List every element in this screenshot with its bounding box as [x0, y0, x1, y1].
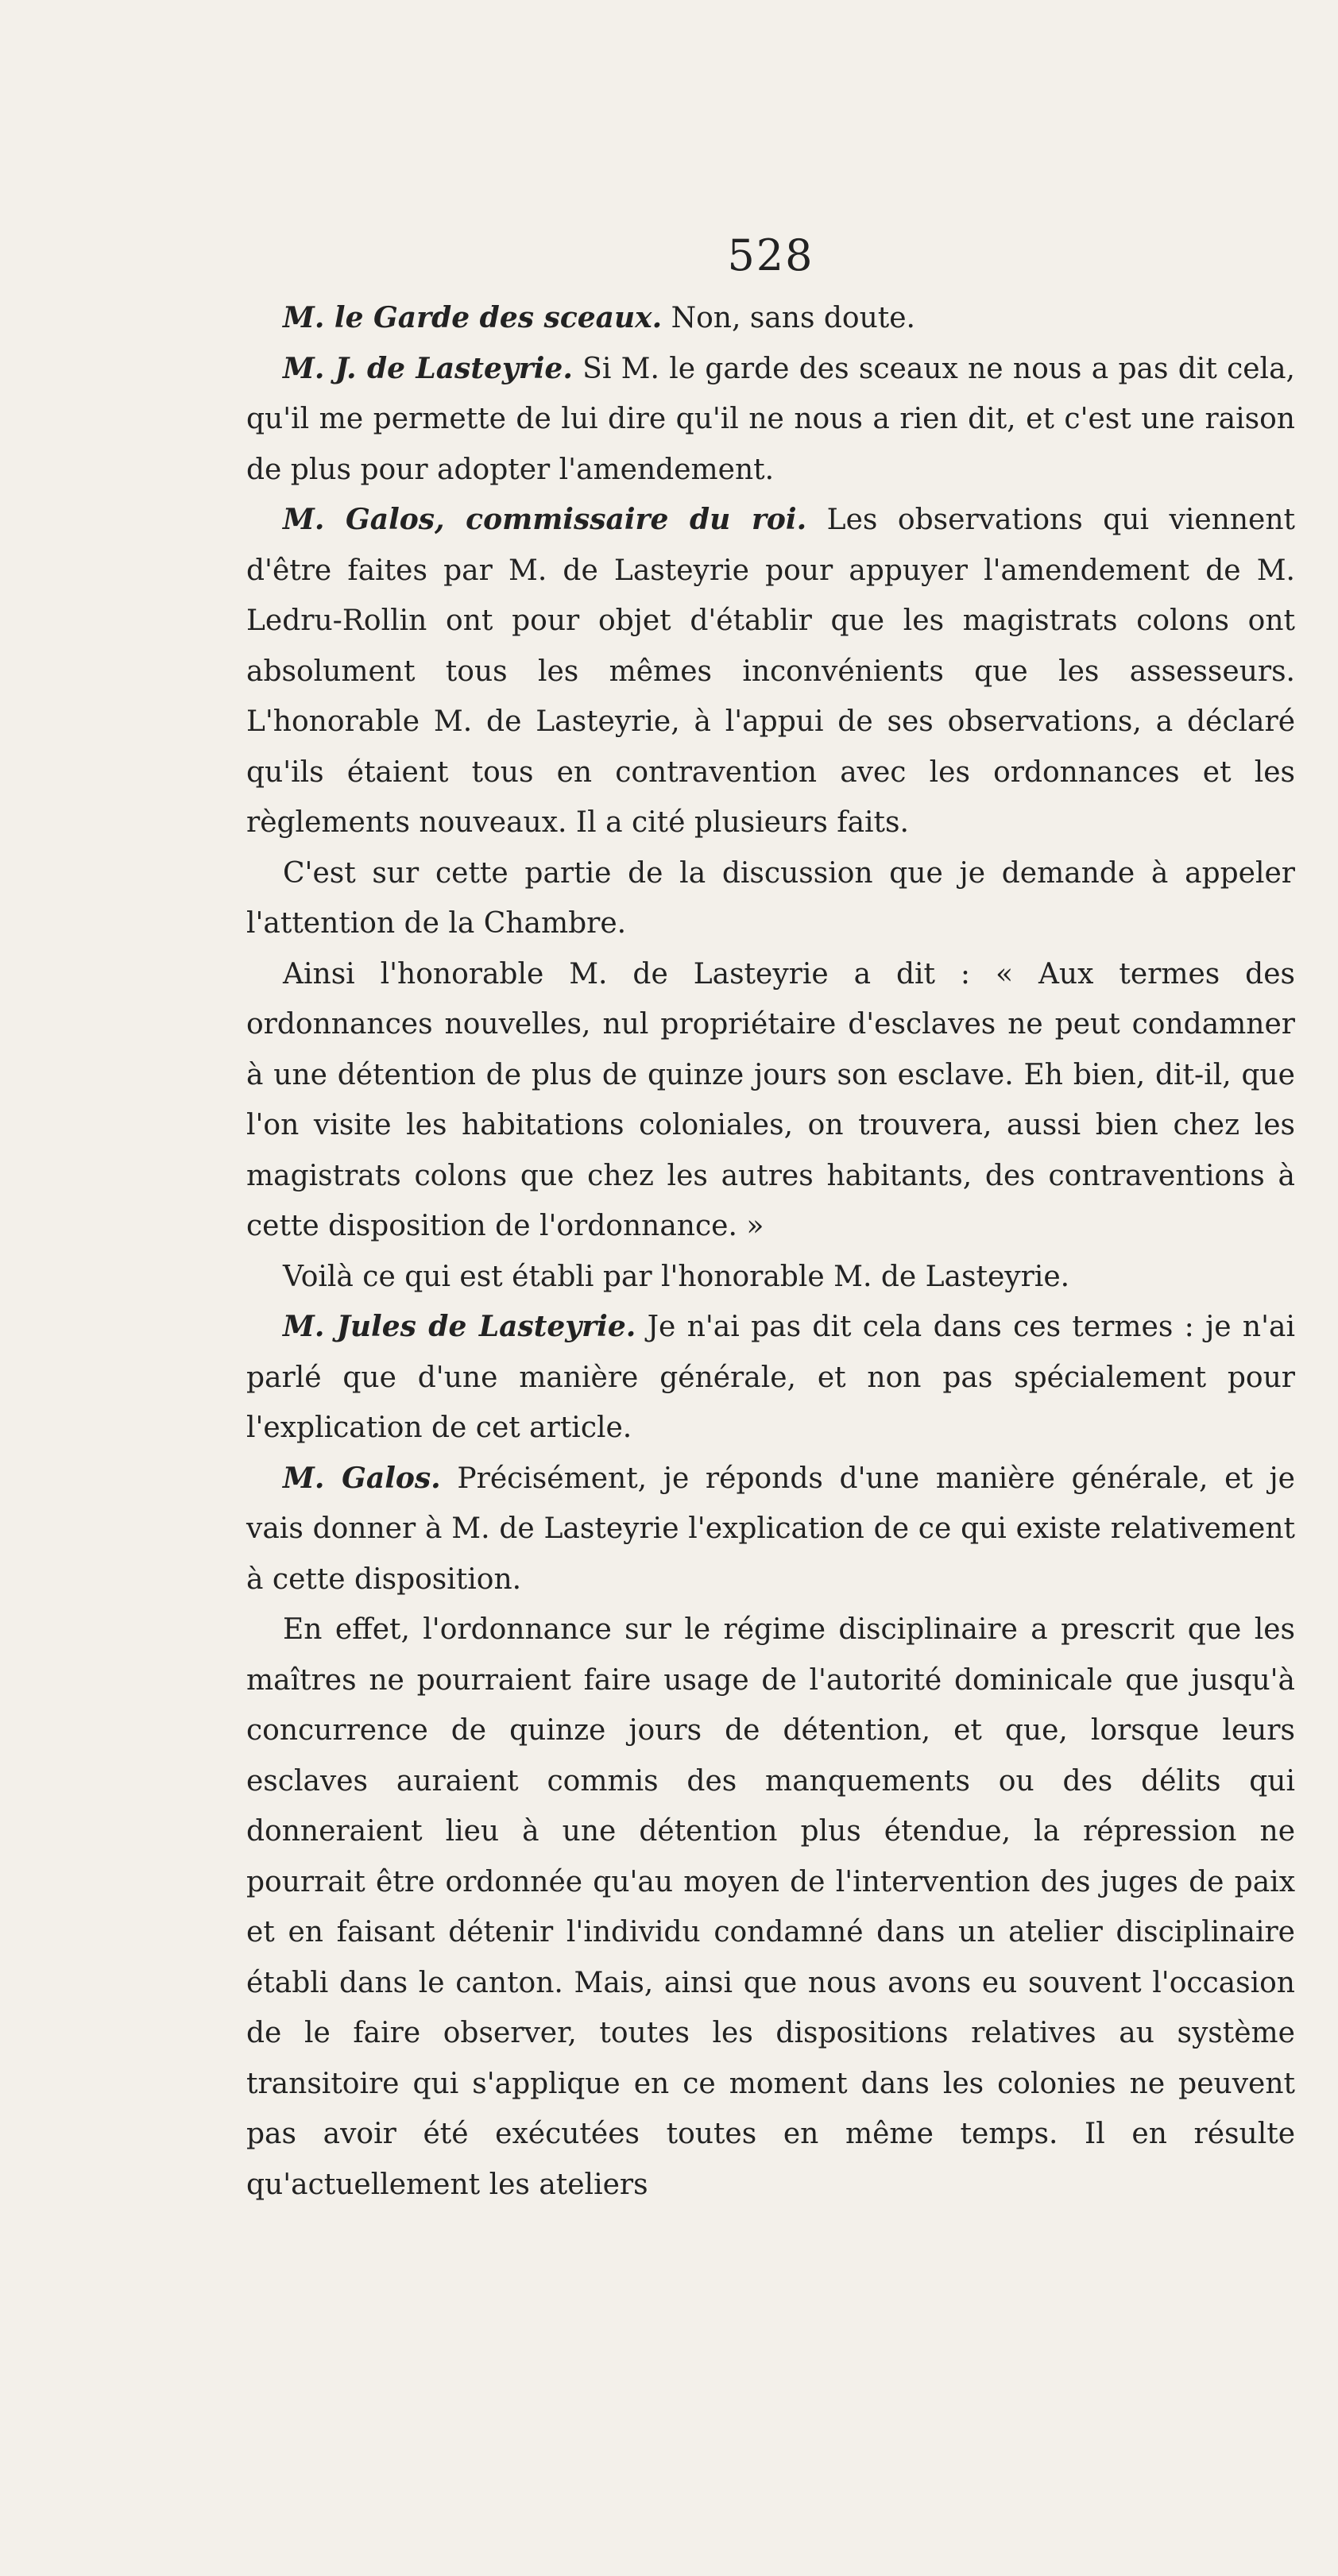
- paragraph-5: [246, 949, 1295, 1252]
- paragraph-8: [246, 1454, 1295, 1605]
- paragraph-3: [246, 495, 1295, 848]
- paragraph-text: Je n'ai pas dit cela dans ces termes : je n'ai parlé que d'une manière générale, et non pas spécialement pour l'explication de cet article.: [246, 1311, 1295, 1444]
- paragraph-6: [246, 1252, 1295, 1303]
- paragraph-text: C'est sur cette partie de la discussion que je demande à appeler l'attention de la Chambre.: [246, 856, 1295, 940]
- page-number: 528: [727, 230, 814, 280]
- paragraph-text: Voilà ce qui est établi par l'honorable M. de Lasteyrie.: [283, 1260, 1070, 1293]
- speaker-name: M. Galos.: [283, 1461, 441, 1495]
- paragraph-2: [246, 344, 1295, 496]
- speaker-name: M. J. de Lasteyrie.: [283, 351, 573, 385]
- paragraph-text: Les observations qui viennent d'être faites par M. de Lasteyrie pour appuyer l'amendement de M. Ledru-Rollin ont pour objet d'établir que les magistrats colons ont absolument tous les mêmes inconvénients que les assesseurs. L'honorable M. de Lasteyrie, à l'appui de ses observations, a déclaré qu'ils étaient tous en contravention avec les ordonnances et les règlements nouveaux. Il a cité plusieurs faits.: [246, 504, 1296, 839]
- document-page: [246, 230, 1295, 2210]
- speaker-name: M. le Garde des sceaux.: [283, 301, 663, 334]
- paragraph-9: [246, 1605, 1295, 2210]
- paragraph-text: En effet, l'ordonnance sur le régime disciplinaire a prescrit que les maîtres ne pourraient faire usage de l'autorité dominicale que jusqu'à concurrence de quinze jours de détention, et que, lorsque leurs esclaves auraient commis des manquements ou des délits qui donneraient lieu à une détention plus étendue, la répression ne pourrait être ordonnée qu'au moyen de l'intervention des juges de paix et en faisant détenir l'individu condamné dans un atelier disciplinaire établi dans le canton. Mais, ainsi que nous avons eu souvent l'occasion de le faire observer, toutes les dispositions relatives au système transitoire qui s'applique en ce moment dans les colonies ne peuvent pas avoir été exécutées toutes en même temps. Il en résulte qu'actuellement les ateliers: [246, 1613, 1295, 2201]
- paragraph-4: [246, 848, 1295, 949]
- speaker-name: M. Galos, commissaire du roi.: [283, 503, 807, 536]
- paragraph-text: Ainsi l'honorable M. de Lasteyrie a dit : « Aux termes des ordonnances nouvelles, nul propriétaire d'esclaves ne peut condamner à une détention de plus de quinze jours son esclave. Eh bien, dit-il, que l'on visite les habitations coloniales, on trouvera, aussi bien chez les magistrats colons que chez les autres habitants, des contraventions à cette disposition de l'ordonnance. »: [246, 957, 1295, 1242]
- paragraph-text: Précisément, je réponds d'une manière générale, et je vais donner à M. de Lasteyrie l'explication de ce qui existe relativement à cette disposition.: [246, 1462, 1295, 1596]
- paragraph-7: [246, 1302, 1295, 1454]
- paragraph-text: Si M. le garde des sceaux ne nous a pas dit cela, qu'il me permette de lui dire qu'il ne nous a rien dit, et c'est une raison de plus pour adopter l'amendement.: [246, 352, 1295, 486]
- paragraph-text: Non, sans doute.: [662, 302, 915, 334]
- speaker-name: M. Jules de Lasteyrie.: [283, 1310, 636, 1343]
- paragraph-1: [246, 293, 1295, 344]
